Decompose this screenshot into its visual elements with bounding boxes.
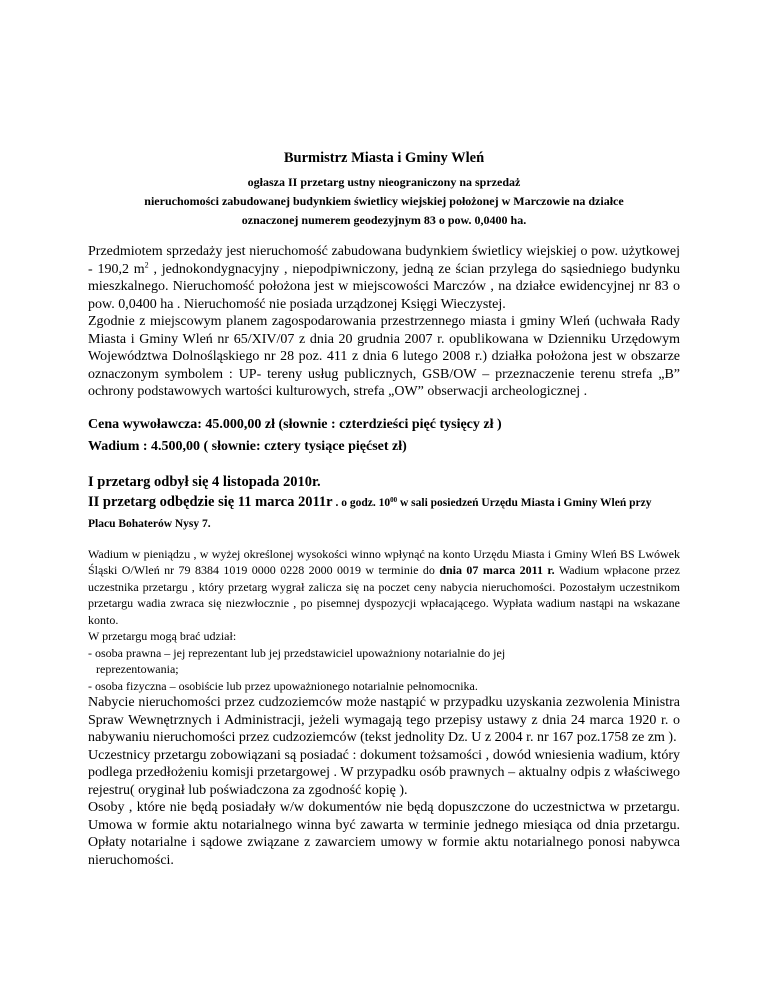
participant-legal-entity: - osoba prawna – jej reprezentant lub jej przedstawiciel upoważniony notarialnie do jej [88,645,506,660]
participant-legal-entity-cont: reprezentowania; [96,662,179,676]
deposit-terms: Wadium w pieniądzu , w wyżej określonej wysokości winno wpłynąć na konto Urzędu Miasta i Gminy Wleń BS Lwówek Śląski O/Wleń nr 79 8384 1019 0000 0228 2000 0019 w terminie do dnia 07 marca 2011 r. Wadium wpłacone przez uczestnika przetargu , który przetarg wygrał zalicza się na poczet ceny nabycia nieruchomości. Pozostałym uczestnikom przetargu wadia zwraca się niezwłocznie , po pisemnej dyspozycji wpłacającego. Wypłata wadium nastąpi na wskazane konto. [88,546,680,627]
deposit-deadline: dnia 07 marca 2011 r. [439,563,555,577]
subtitle-line-2: nieruchomości zabudowanej budynkiem świetlicy wiejskiej położonej w Marczowie na działce [144,194,624,208]
subtitle-line-1: ogłasza II przetarg ustny nieograniczony na sprzedaż [247,175,521,189]
foreigners-paragraph: Nabycie nieruchomości przez cudzoziemców może nastąpić w przypadku uzyskania zezwolenia Ministra Spraw Wewnętrznych i Administracji, jeżeli wymagają tego przepisy ustawy z dnia 24 marca 1920 r. o nabywaniu nieruchomości przez cudzoziemców (tekst jednolity Dz. U z 2004 r. nr 167 poz.1758 ze zm ). [88,695,680,745]
first-auction-info: I przetarg odbył się 4 listopada 2010r. [88,473,321,490]
second-auction-date: II przetarg odbędzie się 11 marca 2011r [88,493,333,510]
second-auction-time: o godz. 10 [341,496,391,509]
zoning-plan-paragraph: Zgodnie z miejscowym planem zagospodarowania przestrzennego miasta i gminy Wleń (uchwała Rady Miasta i Gminy Wleń nr 65/XIV/07 z dnia 20 grudnia 2007 r. opublikowana w Dzienniku Urzędowym Województwa Dolnośląskiego nr 28 poz. 411 z dnia 6 lutego 2008 r.) działka położona jest w obszarze oznaczonym symbolem : UP- tereny usług publicznych, GSB/OW – przeznaczenie terenu strefa „B” ochrony podstawowych wartości kulturowych, strefa „OW” obserwacji archeologicznej . [88,314,680,399]
participants-intro: W przetargu mogą brać udział: [88,629,237,643]
announcement-title: Burmistrz Miasta i Gminy Wleń [283,150,485,166]
required-documents-paragraph: Uczestnicy przetargu zobowiązani są posiadać : dokument tożsamości , dowód wniesienia wadium, który podlega przedłożeniu komisji przetargowej . W przypadku osób prawnych – aktualny odpis z właściwego rejestru( oryginał lub poświadczona za zgodność kopię ). [88,747,680,798]
starting-price: Cena wywoławcza: 45.000,00 zł (słownie : czterdzieści pięć tysięcy zł ) [88,416,502,432]
description-part1: Przedmiotem sprzedaży jest nieruchomość zabudowana budynkiem świetlicy wiejskiej o pow. użytkowej - 190,2 m [88,244,680,277]
second-auction-place: w sali posiedzeń Urzędu Miasta i Gminy Wleń przy Placu Bohaterów Nysy 7. [88,496,652,530]
property-description [88,243,680,313]
subtitle-line-3: oznaczonej numerem geodezyjnym 83 o pow. 0,0400 ha. [241,213,527,227]
second-auction-info: II przetarg odbędzie się 11 marca 2011r . o godz. $10^{00}$ w sali posiedzeń Urzędu Miasta i Gminy Wleń przy Placu Bohaterów Nysy 7. [88,493,652,530]
participant-natural-person: - osoba fizyczna – osobiście lub przez upoważnionego notarialnie pełnomocnika. [88,678,478,693]
notary-paragraph: Osoby , które nie będą posiadały w/w dokumentów nie będą dopuszczone do uczestnictwa w przetargu. Umowa w formie aktu notarialnego winna być zawarta w terminie jednego miesiąca od dnia przetargu. Opłaty notarialne i sądowe związane z zawarciem umowy w formie aktu notarialnego ponosi nabywca nieruchomości. [88,800,680,868]
description-part2: , jednokondygnacyjny , niepodpiwniczony, jedną ze ścian przylega do sąsiedniego budynku mieszkalnego. Nieruchomość położona jest w miejscowości Marczów , na działce ewidencyjnej nr 83 o pow. 0,0400 ha . Nieruchomość nie posiada urządzonej Księgi Wieczystej. [88,261,680,312]
deposit-amount: Wadium : 4.500,00 ( słownie: cztery tysiące pięćset zł) [88,438,407,454]
announcement-document [88,150,680,869]
square-meter-sup: 2 [144,259,149,269]
